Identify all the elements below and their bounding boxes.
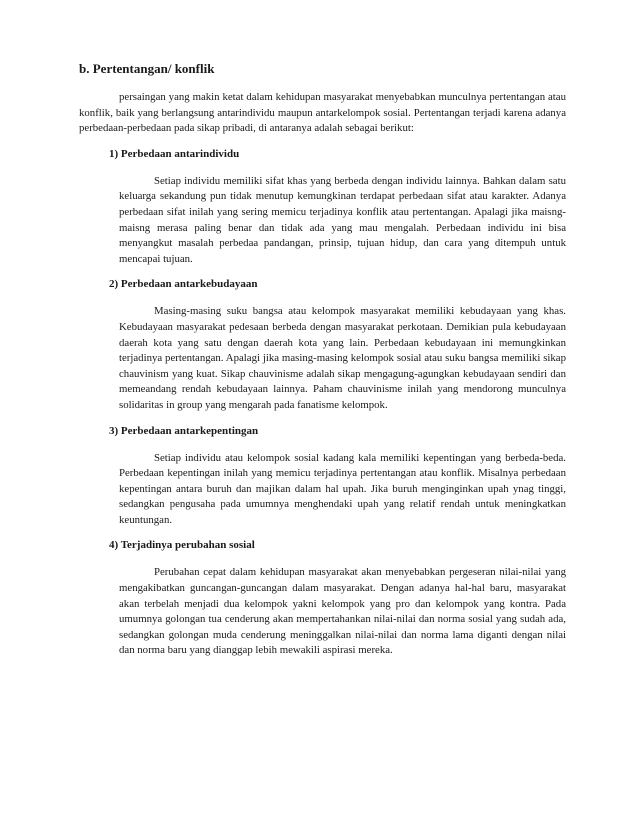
section-perbedaan-antarindividu	[109, 147, 566, 268]
subsection-paragraph: Setiap individu atau kelompok sosial kadang kala memiliki kepentingan yang berbeda-beda. Perbedaan kepentingan inilah yang memicu terjadinya pertentangan atau konflik. Misalnya perbedaan kepentingan antara buruh dan majikan dalam hal upah. Jika buruh menginginkan upah ynag tinggi, sedangkan pengusaha pada umumnya menghendaki upah yang relatif rendah untuk meningkatkan keuntungan.	[119, 451, 566, 526]
subsection-title: 1) Perbedaan antarindividu	[109, 147, 240, 160]
section-perbedaan-antarkepentingan	[109, 424, 566, 529]
section-perbedaan-antarkebudayaan	[109, 277, 566, 413]
subsection-title: 4) Terjadinya perubahan sosial	[109, 539, 255, 552]
intro-paragraph: persaingan yang makin ketat dalam kehidupan masyarakat menyebabkan munculnya pertentangan atau konflik, baik yang berlangsung antarindividu maupun antarkelompok sosial. Pertentangan terjadi karena adanya perbedaan-perbedaan pada sikap pribadi, di antaranya adalah sebagai berikut:	[79, 91, 566, 135]
subsection-paragraph: Perubahan cepat dalam kehidupan masyarakat akan menyebabkan pergeseran nilai-nilai yang mengakibatkan guncangan-guncangan dalam masyarakat. Dengan adanya hal-hal baru, masyarakat akan terbelah menjadi dua kelompok yakni kelompok yang pro dan kelompok yang kontra. Pada umumnya golongan tua cenderung akan mempertahankan nilai-nilai dan norma sosial yang sudah ada, sedangkan golongan muda cenderung meninggalkan nilai-nilai dan norma lama diganti dengan nilai dan norma baru yang dianggap lebih mewakili aspirasi mereka.	[119, 566, 566, 657]
subsection-paragraph: Setiap individu memiliki sifat khas yang berbeda dengan individu lainnya. Bahkan dalam satu keluarga sekandung pun tidak menutup kemungkinan terdapat perbedaan sifat atau karakter. Adanya perbedaan sifat inilah yang sering memicu terjadinya konflik atau pertentangan. Apalagi jika maisng-maisng merasa paling benar dan tidak ada yang mau mengalah. Perbedaan individu ini bisa menyangkut masalah perbedaa pandangan, prinsip, tujuan hidup, dan cara yang ditempuh untuk mencapai tujuan.	[119, 174, 566, 265]
subsection-title: 3) Perbedaan antarkepentingan	[109, 424, 259, 437]
section-heading: b. Pertentangan/ konflik	[79, 61, 215, 76]
section-perubahan-sosial	[109, 538, 566, 659]
subsection-paragraph: Masing-masing suku bangsa atau kelompok masyarakat memiliki kebudayaan yang khas. Kebudayaan masyarakat pedesaan berbeda dengan masyarakat perkotaan. Demikian pula kebudayaan daerah kota yang satu dengan daerah kota yang lain. Perbedaan kebudayaan ini memungkinkan terjadinya pertentangan. Apalagi jika masing-masing kelompok sosial atau suku bangsa memiliki sikap chauvinism yang kuat. Sikap chauvinisme adalah sikap mengagung-agungkan kebudayaan sendiri dan memeandang rendah kebudayaan lainnya. Paham chauvinisme inilah yang mendorong munculnya solidaritas in group yang mengarah pada fanatisme kelompok.	[119, 305, 566, 411]
subsection-title: 2) Perbedaan antarkebudayaan	[109, 278, 258, 291]
